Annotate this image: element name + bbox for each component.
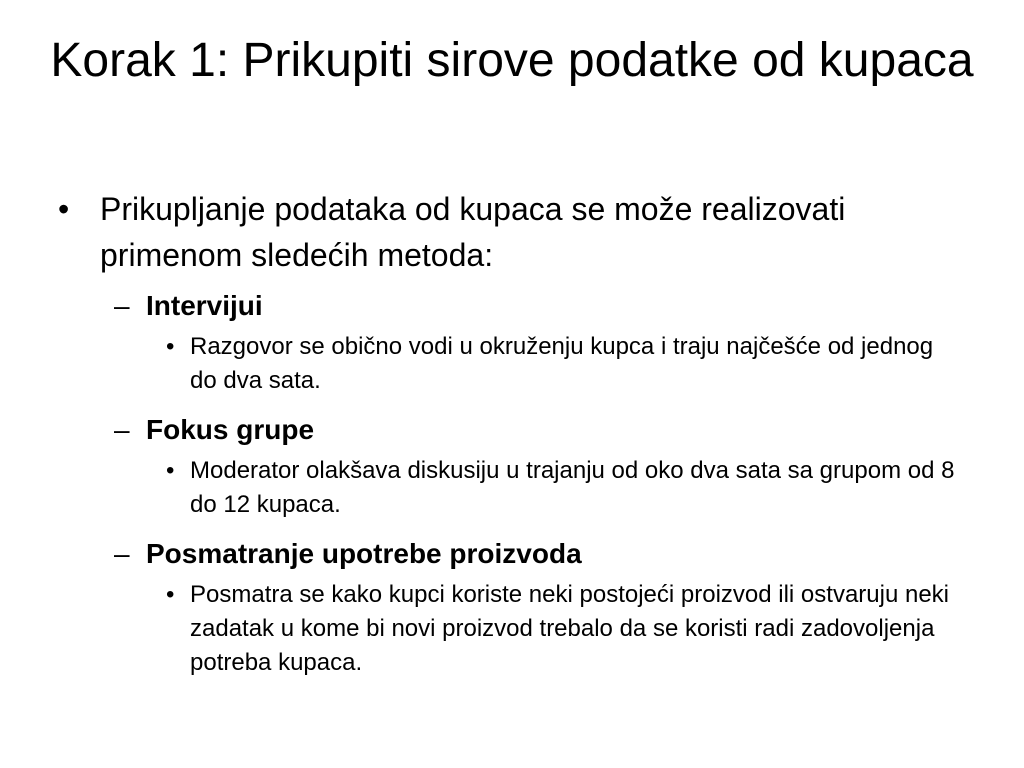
method-detail: Posmatra se kako kupci koriste neki postojeći proizvod ili ostvaruju neki zadatak u kome bi novi proizvod trebalo da se koristi radi zadovoljenja potreba kupaca.	[190, 581, 950, 676]
intro-bullet	[58, 186, 880, 278]
method-detail-focus-groups	[166, 454, 960, 522]
dash-icon: –	[114, 414, 130, 445]
dash-icon: –	[114, 290, 130, 321]
bullet-icon: •	[166, 581, 175, 608]
method-heading: Posmatranje upotrebe proizvoda	[146, 538, 582, 569]
method-item-observation	[114, 536, 926, 572]
bullet-icon: •	[58, 191, 70, 227]
method-heading: Fokus grupe	[146, 414, 315, 445]
method-item-interviews	[114, 288, 926, 324]
dash-icon: –	[114, 538, 130, 569]
slide-body	[0, 186, 1024, 680]
method-detail-interviews	[166, 330, 960, 398]
method-detail: Razgovor se obično vodi u okruženju kupca i traju najčešće od jednog do dva sata.	[190, 333, 934, 394]
method-heading: Intervijui	[146, 290, 263, 321]
bullet-icon: •	[166, 457, 175, 484]
slide-title: Korak 1: Prikupiti sirove podatke od kupaca	[50, 34, 974, 87]
bullet-icon: •	[166, 333, 175, 360]
method-item-focus-groups	[114, 412, 926, 448]
method-detail-observation	[166, 578, 960, 680]
method-detail: Moderator olakšava diskusiju u trajanju od oko dva sata sa grupom od 8 do 12 kupaca.	[190, 457, 955, 518]
intro-text: Prikupljanje podataka od kupaca se može realizovati primenom sledećih metoda:	[100, 191, 846, 273]
